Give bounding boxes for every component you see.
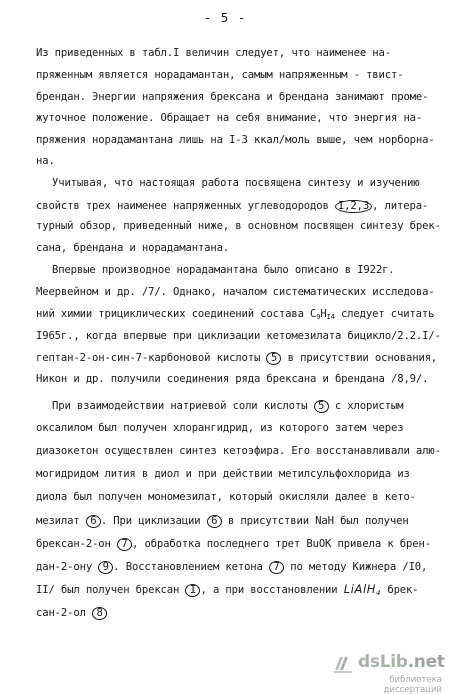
text-span: сана, брендана и норадамантана.	[36, 242, 230, 254]
text-line	[36, 423, 403, 434]
text-line	[52, 265, 395, 276]
handwritten-reagent-text: LiAlH	[343, 582, 377, 596]
text-span: , а при восстановлении	[200, 584, 338, 596]
text-span: с хлористым	[328, 400, 404, 412]
logo-name: dsLib	[358, 652, 408, 672]
text-span: по методу Кижнера /I0,	[284, 561, 428, 573]
text-line	[36, 374, 428, 385]
text-span: пряжения норадамантана лишь на I-3 ккал/моль выше, чем норборна-	[36, 134, 435, 146]
text-span: гептан-2-он-син-7-карбоновой кислоты	[36, 352, 261, 364]
text-line	[36, 70, 403, 81]
text-span: дан-2-ону	[36, 561, 93, 573]
text-line	[36, 92, 428, 103]
logo-tagline: библиотека диссертаций	[383, 675, 442, 695]
formula-subscript: 9	[316, 313, 321, 321]
text-span: брек-	[381, 584, 419, 596]
text-line	[52, 178, 419, 189]
text-span: I965г., когда впервые при циклизации кетомезилата бицикло/2.2.I/-	[36, 330, 441, 342]
text-span: Меервейном и др. /7/. Однако, началом систематических исследова-	[36, 286, 435, 298]
text-span: При взаимодействии натриевой соли кислоты	[52, 400, 308, 412]
text-line	[36, 200, 428, 213]
formula-subscript: 4	[376, 589, 382, 597]
text-span: ний химии трициклических соединений состава C	[36, 308, 317, 320]
text-line	[36, 309, 434, 321]
compound-ref-circle: I,2,3	[335, 200, 372, 213]
compound-ref-circle: 7	[117, 538, 132, 551]
text-line	[36, 469, 410, 480]
compound-ref-circle: 6	[86, 515, 101, 528]
text-line	[36, 113, 422, 124]
compound-ref-circle: 5	[266, 352, 281, 365]
text-span: в присутствии NaH был получен	[221, 515, 409, 527]
text-line	[36, 538, 431, 551]
logo-text	[358, 652, 445, 672]
text-span: свойств трех наименее напряженных углеводородов	[36, 200, 329, 212]
text-span: следует считать	[334, 308, 435, 320]
compound-ref-circle: 9	[98, 561, 113, 574]
text-span: жуточное положение. Обращает на себя внимание, что энергия на-	[36, 112, 423, 124]
text-line	[52, 400, 403, 413]
text-span: Учитывая, что настоящая работа посвящена синтезу и изучению	[52, 177, 420, 189]
text-span: брендан. Энергии напряжения брексана и брендана занимают проме-	[36, 91, 429, 103]
text-line	[36, 243, 229, 254]
compound-ref-circle: 7	[269, 561, 284, 574]
logo-tld: .net	[407, 652, 445, 672]
text-span: Из приведенных в табл.I величин следует, что наименее на-	[36, 47, 391, 59]
text-line	[36, 287, 435, 298]
text-span: на.	[36, 155, 55, 167]
text-span: , литера-	[372, 200, 429, 212]
text-span: сан-2-ол	[36, 607, 86, 619]
compound-ref-circle: 8	[92, 607, 107, 620]
text-span: диола был получен мономезилат, который окисляли далее в кето-	[36, 491, 416, 503]
text-line	[36, 156, 55, 167]
handwritten-reagent	[344, 582, 381, 596]
text-line	[36, 607, 107, 620]
book-logo-icon	[332, 654, 354, 674]
text-span: . При циклизации	[100, 515, 201, 527]
text-span: оксалилом был получен хлорангидрид, из которого затем через	[36, 422, 404, 434]
formula-subscript: I4	[326, 313, 335, 321]
text-line	[36, 135, 435, 146]
text-span: мезилат	[36, 515, 80, 527]
text-span: турный обзор, приведенный ниже, в основном посвящен синтезу брек-	[36, 220, 441, 232]
text-span: , обработка последнего трет BuOK привела к брен-	[131, 538, 431, 550]
page-number: - 5 -	[203, 10, 247, 25]
text-span: II/ был получен брексан	[36, 584, 180, 596]
text-span: брексан-2-он	[36, 538, 111, 550]
text-line	[36, 352, 437, 365]
compound-ref-circle: 5	[314, 400, 329, 413]
text-span: пряженным является норадамантан, самым напряженным - твист-	[36, 69, 404, 81]
site-watermark	[332, 652, 445, 695]
text-span: диазокетон осуществлен синтез кетоэфира. Его восстанавливали алю-	[36, 445, 441, 457]
compound-ref-circle: 6	[207, 515, 222, 528]
text-span: Впервые производное норадамантана было описано в I922г.	[52, 264, 395, 276]
text-span: в присутствии основания,	[281, 352, 438, 364]
text-line	[36, 561, 427, 574]
text-span: могидридом лития в диол и при действии метилсульфохлорида из	[36, 468, 410, 480]
text-line	[36, 331, 441, 342]
text-line	[36, 492, 416, 503]
text-line	[36, 515, 409, 528]
text-line	[36, 221, 441, 232]
compound-ref-circle: I	[185, 584, 200, 597]
text-line	[36, 584, 418, 597]
text-span: H	[320, 308, 327, 320]
text-line	[36, 48, 391, 59]
text-span: Никон и др. получили соединения ряда брексана и брендана /8,9/.	[36, 373, 429, 385]
text-line	[36, 446, 441, 457]
text-span: . Восстановлением кетона	[113, 561, 263, 573]
